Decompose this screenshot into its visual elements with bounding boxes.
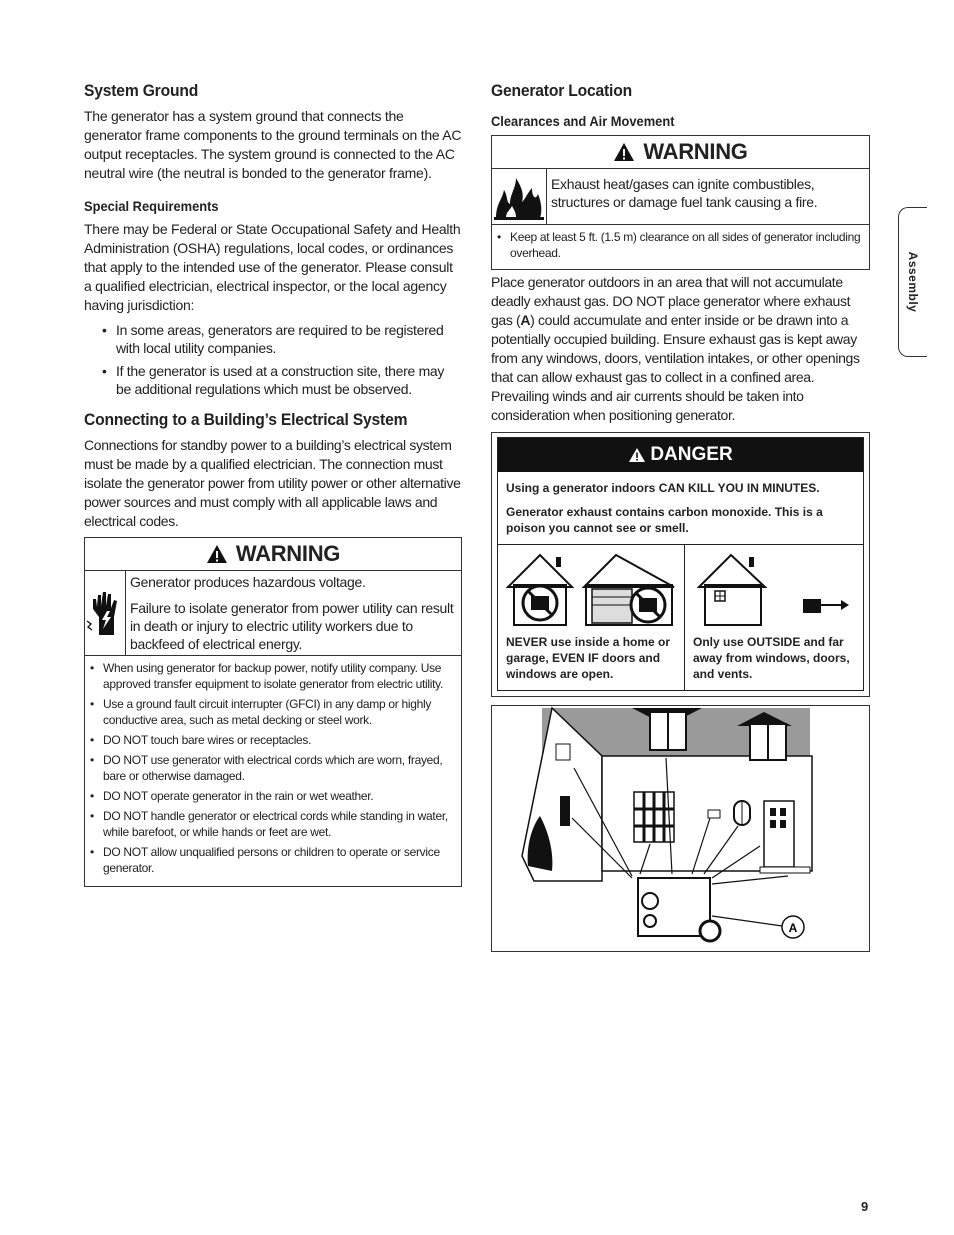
warning-triangle-icon — [206, 544, 228, 564]
danger-panels — [498, 544, 863, 690]
list-item: • When using generator for backup power, notify utility company. Use approved transfer equipment to isolate generator from electric utility. — [89, 660, 455, 692]
fire-icon — [492, 169, 547, 224]
danger-text — [498, 472, 863, 536]
list-item: • DO NOT use generator with electrical cords which are worn, frayed, bare or otherwise damaged. — [89, 752, 455, 784]
no-indoor-generator-icon — [506, 549, 676, 629]
list-item: • In some areas, generators are required to be registered with local utility companies. — [98, 321, 462, 357]
placement-text-end: ) could accumulate and enter inside or be drawn into a potentially occupied building. Ensure exhaust gas is kept away from any windows, doors, ventilation intakes, or other openings that can allow exhaust gas to collect in a confined area. Prevailing winds and air currents should be taken into consideration when positioning generator. — [491, 312, 860, 423]
hazard-row — [85, 571, 461, 656]
danger-caption-indoors: NEVER use inside a home or garage, EVEN IF doors and windows are open. — [506, 635, 671, 681]
warning-triangle-icon — [613, 142, 635, 162]
section-tab-label: Assembly — [906, 251, 920, 313]
danger-triangle-icon — [628, 447, 646, 463]
list-item: • Use a ground fault circuit interrupter (GFCI) in any damp or highly conductive area, such as metal decking or steel work. — [89, 696, 455, 728]
warning-header — [492, 136, 869, 169]
danger-box — [491, 432, 870, 697]
placement-text — [491, 273, 870, 425]
fire-warning-box — [491, 135, 870, 270]
list-item: • DO NOT allow unqualified persons or children to operate or service generator. — [89, 844, 455, 876]
warning-header — [85, 538, 461, 571]
list-item: • Keep at least 5 ft. (1.5 m) clearance on all sides of generator including overhead. — [496, 229, 863, 261]
hazard-text — [126, 571, 461, 655]
danger-line-1: Using a generator indoors CAN KILL YOU IN MINUTES. — [506, 481, 820, 495]
warning-heading: WARNING — [235, 541, 341, 566]
section-tab — [898, 207, 927, 357]
danger-caption-outdoors: Only use OUTSIDE and far away from windows, doors, and vents. — [693, 635, 850, 681]
clearances-title: Clearances and Air Movement — [491, 113, 675, 129]
danger-panel-outdoors — [684, 545, 867, 690]
right-column — [491, 78, 870, 952]
outdoor-generator-icon — [693, 549, 859, 629]
house-placement-figure — [491, 705, 870, 952]
connecting-title: Connecting to a Building’s Electrical System — [84, 410, 408, 429]
warning-list — [492, 225, 869, 269]
warning-list — [85, 656, 461, 886]
hazard-line-2: Failure to isolate generator from power utility can result in death or injury to electric utility workers due to backfeed of electrical energy. — [130, 600, 454, 652]
warning-heading: WARNING — [643, 139, 748, 164]
connecting-body: Connections for standby power to a building’s electrical system must be made by a qualified electrician. The connection must isolate the generator power from utility power or other alternative power sources and must comply with all applicable laws and electrical codes. — [84, 437, 461, 529]
placement-text-start: Place generator outdoors in an area that will not accumulate deadly exhaust gas. DO NOT place generator where exhaust gas ( — [491, 274, 851, 328]
danger-inner — [497, 437, 864, 691]
figure-callout-a: A — [788, 921, 798, 935]
danger-panel-indoors — [498, 545, 684, 690]
danger-line-2: Generator exhaust contains carbon monoxide. This is a poison you cannot see or smell. — [506, 505, 823, 535]
hazard-text: Exhaust heat/gases can ignite combustibles, structures or damage fuel tank causing a fire. — [551, 176, 818, 210]
hazard-row — [492, 169, 869, 225]
page-number: 9 — [861, 1199, 869, 1214]
left-column — [84, 78, 462, 887]
list-item: • If the generator is used at a construction site, there may be additional regulations which must be observed. — [98, 362, 462, 398]
system-ground-title: System Ground — [84, 81, 199, 100]
generator-location-title: Generator Location — [491, 81, 632, 100]
hazard-line-1: Generator produces hazardous voltage. — [130, 574, 366, 590]
special-requirements-list — [84, 321, 462, 398]
danger-heading: DANGER — [650, 444, 733, 465]
list-item: • DO NOT handle generator or electrical cords while standing in water, while barefoot, or while hands or feet are wet. — [89, 808, 455, 840]
list-item: • DO NOT touch bare wires or receptacles. — [89, 732, 455, 748]
house-illustration — [492, 706, 869, 951]
system-ground-body: The generator has a system ground that connects the generator frame components to the ground terminals on the AC output receptacles. The system ground is connected to the AC neutral wire (the neutral is bonded to the generator frame). — [84, 108, 462, 181]
special-requirements-body: There may be Federal or State Occupational Safety and Health Administration (OSHA) regulations, local codes, or ordinances that apply to the intended use of the generator. Please consult a qualified electrician, electrical inspector, or the local agency having jurisdiction: — [84, 221, 461, 313]
voltage-warning-box — [84, 537, 462, 887]
placement-label-a: A — [520, 312, 531, 328]
special-requirements-title: Special Requirements — [84, 198, 219, 214]
electric-shock-icon — [85, 571, 126, 655]
list-item: • DO NOT operate generator in the rain or wet weather. — [89, 788, 455, 804]
danger-header — [498, 438, 863, 472]
